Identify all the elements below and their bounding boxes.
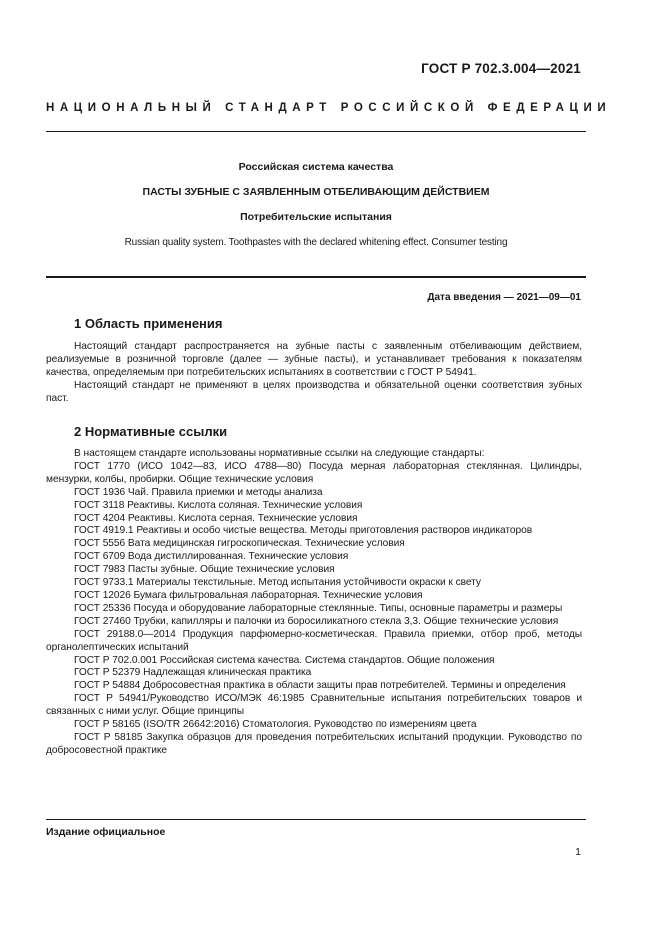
standard-title: ПАСТЫ ЗУБНЫЕ С ЗАЯВЛЕННЫМ ОТБЕЛИВАЮЩИМ ДЕЙСТВИЕМ [142, 186, 490, 198]
reference-item: ГОСТ 7983 Пасты зубные. Общие технические условия [74, 564, 335, 576]
paragraph: В настоящем стандарте использованы нормативные ссылки на следующие стандарты: [74, 448, 485, 459]
quality-system-title: Российская система качества [238, 161, 394, 173]
reference-item: ГОСТ 12026 Бумага фильтровальная лабораторная. Технические условия [74, 589, 423, 601]
reference-item: ГОСТ 29188.0—2014 Продукция парфюмерно-косметическая. Правила приемки, отбор проб, методы органолептических испытаний [46, 628, 582, 653]
standard-subtitle: Потребительские испытания [240, 211, 392, 223]
reference-item: ГОСТ Р 52379 Надлежащая клиническая практика [74, 667, 312, 679]
reference-item: ГОСТ 27460 Трубки, капилляры и палочки из боросиликатного стекла 3,3. Общие технические условия [74, 615, 559, 627]
paragraph: Настоящий стандарт не применяют в целях производства и обязательной оценки соответствия зубных паст. [46, 379, 582, 404]
reference-item: ГОСТ 25336 Посуда и оборудование лабораторные стеклянные. Типы, основные параметры и размеры [74, 602, 563, 614]
english-title: Russian quality system. Toothpastes with the declared whitening effect. Consumer testing [124, 237, 508, 248]
paragraph: Настоящий стандарт распространяется на зубные пасты с заявленным отбеливающим действием, реализуемые в розничной торговле (далее — зубные пасты), и устанавливает требования к показателям качества, определяемым при потребительских испытаниях в соответствии с ГОСТ Р 54941. [46, 341, 582, 378]
header-divider [46, 131, 586, 132]
official-edition-label: Издание официальное [46, 826, 166, 838]
section-2-body [46, 448, 582, 758]
section-1-body [46, 341, 582, 406]
reference-item: ГОСТ 3118 Реактивы. Кислота соляная. Технические условия [74, 499, 363, 511]
introduction-date: Дата введения — 2021—09—01 [427, 292, 581, 303]
reference-item: ГОСТ 4919.1 Реактивы и особо чистые вещества. Методы приготовления растворов индикаторов [74, 525, 533, 537]
reference-item: ГОСТ Р 702.0.001 Российская система качества. Система стандартов. Общие положения [74, 654, 495, 666]
reference-item: ГОСТ 4204 Реактивы. Кислота серная. Технические условия [74, 512, 358, 524]
reference-item: ГОСТ Р 58165 (ISO/TR 26642:2016) Стоматология. Руководство по измерениям цвета [74, 719, 477, 731]
document-code: ГОСТ Р 702.3.004—2021 [421, 61, 581, 76]
title-divider [46, 276, 586, 278]
national-standard-banner: НАЦИОНАЛЬНЫЙ СТАНДАРТ РОССИЙСКОЙ ФЕДЕРАЦИИ [46, 102, 612, 114]
footer-divider [46, 819, 586, 820]
reference-item: ГОСТ 6709 Вода дистиллированная. Технические условия [74, 551, 349, 563]
reference-item: ГОСТ 9733.1 Материалы текстильные. Метод испытания устойчивости окраски к свету [74, 577, 481, 589]
section-1-heading: 1 Область применения [74, 316, 223, 331]
reference-item: ГОСТ 1936 Чай. Правила приемки и методы анализа [74, 486, 323, 498]
reference-item: ГОСТ Р 54884 Добросовестная практика в области защиты прав потребителей. Термины и определения [74, 680, 566, 692]
section-2-heading: 2 Нормативные ссылки [74, 424, 228, 439]
reference-item: ГОСТ Р 58185 Закупка образцов для проведения потребительских испытаний продукции. Руководство по добросовестной практике [46, 731, 582, 756]
reference-item: ГОСТ Р 54941/Руководство ИСО/МЭК 46:1985 Сравнительные испытания потребительских товаров и связанных с ними услуг. Общие принципы [46, 693, 582, 718]
reference-item: ГОСТ 1770 (ИСО 1042—83, ИСО 4788—80) Посуда мерная лабораторная стеклянная. Цилиндры, мензурки, колбы, пробирки. Общие технические условия [46, 460, 582, 485]
page-number: 1 [575, 846, 581, 858]
reference-item: ГОСТ 5556 Вата медицинская гигроскопическая. Технические условия [74, 538, 405, 550]
